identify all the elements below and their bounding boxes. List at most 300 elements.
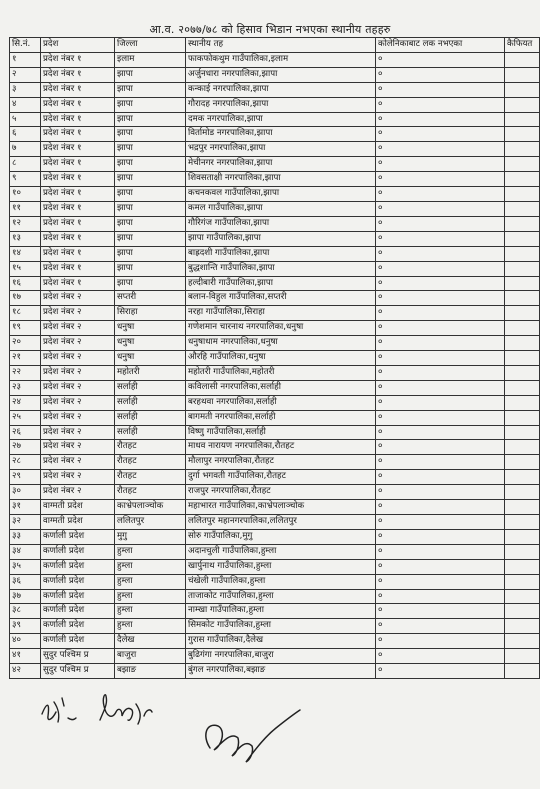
table-body [10, 52, 540, 678]
table-row [10, 246, 540, 261]
cell-remarks [505, 634, 540, 649]
cell-local-level: हल्दीबारी गाउँपालिका,झापा [186, 276, 376, 291]
cell-serial: १५ [10, 261, 41, 276]
cell-district: झापा [115, 172, 186, 187]
cell-local-level: विष्णु गाउँपालिका,सर्लाही [186, 425, 376, 440]
cell-serial: २४ [10, 395, 41, 410]
cell-not-locked: ० [376, 455, 505, 470]
cell-remarks [505, 425, 540, 440]
cell-serial: २ [10, 67, 41, 82]
cell-serial: २१ [10, 351, 41, 366]
cell-local-level: गौरिगंज गाउँपालिका,झापा [186, 216, 376, 231]
cell-local-level: मेचीनगर नगरपालिका,झापा [186, 157, 376, 172]
cell-province: प्रदेश नंबर २ [41, 351, 115, 366]
signature-2 [96, 690, 156, 730]
table-row [10, 127, 540, 142]
table-row [10, 634, 540, 649]
cell-district: हुम्ला [115, 544, 186, 559]
cell-district: हुम्ला [115, 574, 186, 589]
col-header-local-level: स्थानीय तह [186, 38, 376, 53]
cell-district: झापा [115, 231, 186, 246]
cell-district: झापा [115, 112, 186, 127]
cell-serial: २५ [10, 410, 41, 425]
cell-remarks [505, 544, 540, 559]
cell-remarks [505, 261, 540, 276]
cell-serial: ४० [10, 634, 41, 649]
cell-remarks [505, 664, 540, 679]
cell-local-level: ताजाकोट गाउँपालिका,हुम्ला [186, 589, 376, 604]
cell-serial: २२ [10, 365, 41, 380]
cell-district: झापा [115, 127, 186, 142]
cell-remarks [505, 574, 540, 589]
cell-not-locked: ० [376, 187, 505, 202]
cell-local-level: नाम्खा गाउँपालिका,हुम्ला [186, 604, 376, 619]
cell-not-locked: ० [376, 365, 505, 380]
cell-local-level: औरहि गाउँपालिका,धनुषा [186, 351, 376, 366]
cell-province: प्रदेश नंबर १ [41, 127, 115, 142]
cell-district: ललितपुर [115, 515, 186, 530]
cell-local-level: गौरादह नगरपालिका,झापा [186, 97, 376, 112]
table-row [10, 664, 540, 679]
cell-local-level: चंखेली गाउँपालिका,हुम्ला [186, 574, 376, 589]
cell-serial: १६ [10, 276, 41, 291]
cell-district: हुम्ला [115, 604, 186, 619]
cell-serial: ५ [10, 112, 41, 127]
cell-not-locked: ० [376, 336, 505, 351]
cell-local-level: माधव नारायण नगरपालिका,रौतहट [186, 440, 376, 455]
cell-province: प्रदेश नंबर १ [41, 201, 115, 216]
cell-serial: ३ [10, 82, 41, 97]
cell-remarks [505, 529, 540, 544]
cell-serial: ३६ [10, 574, 41, 589]
cell-district: झापा [115, 142, 186, 157]
cell-local-level: फाकफोकथुम गाउँपालिका,इलाम [186, 52, 376, 67]
cell-serial: २६ [10, 425, 41, 440]
page-title: आ.व. २०७७/७८ को हिसाव भिडान नभएका स्थानीय तहहरु [149, 23, 391, 36]
cell-province: प्रदेश नंबर २ [41, 410, 115, 425]
cell-district: हुम्ला [115, 619, 186, 634]
cell-remarks [505, 306, 540, 321]
cell-serial: १७ [10, 291, 41, 306]
cell-province: प्रदेश नंबर १ [41, 261, 115, 276]
cell-province: प्रदेश नंबर १ [41, 97, 115, 112]
cell-province: प्रदेश नंबर १ [41, 216, 115, 231]
table-row [10, 142, 540, 157]
cell-local-level: सिमकोट गाउँपालिका,हुम्ला [186, 619, 376, 634]
cell-district: झापा [115, 187, 186, 202]
cell-not-locked: ० [376, 574, 505, 589]
cell-not-locked: ० [376, 52, 505, 67]
table-row [10, 82, 540, 97]
cell-province: कर्णाली प्रदेश [41, 619, 115, 634]
cell-remarks [505, 351, 540, 366]
cell-not-locked: ० [376, 395, 505, 410]
cell-province: प्रदेश नंबर १ [41, 276, 115, 291]
table-row [10, 604, 540, 619]
cell-province: प्रदेश नंबर २ [41, 306, 115, 321]
cell-serial: ३४ [10, 544, 41, 559]
cell-district: धनुषा [115, 336, 186, 351]
cell-remarks [505, 380, 540, 395]
cell-province: प्रदेश नंबर १ [41, 246, 115, 261]
cell-province: प्रदेश नंबर १ [41, 187, 115, 202]
cell-district: रौतहट [115, 455, 186, 470]
cell-remarks [505, 97, 540, 112]
table-row [10, 589, 540, 604]
cell-local-level: बुंगल नगरपालिका,बझाङ [186, 664, 376, 679]
col-header-province: प्रदेश [41, 38, 115, 53]
cell-remarks [505, 604, 540, 619]
cell-local-level: मौलापुर नगरपालिका,रौतहट [186, 455, 376, 470]
cell-not-locked: ० [376, 649, 505, 664]
cell-remarks [505, 67, 540, 82]
cell-not-locked: ० [376, 306, 505, 321]
cell-not-locked: ० [376, 127, 505, 142]
cell-local-level: बुद्धशान्ति गाउँपालिका,झापा [186, 261, 376, 276]
cell-not-locked: ० [376, 201, 505, 216]
cell-not-locked: ० [376, 261, 505, 276]
cell-serial: ३९ [10, 619, 41, 634]
cell-not-locked: ० [376, 529, 505, 544]
cell-serial: ३३ [10, 529, 41, 544]
cell-serial: १९ [10, 321, 41, 336]
cell-province: कर्णाली प्रदेश [41, 559, 115, 574]
cell-serial: ३२ [10, 515, 41, 530]
cell-district: झापा [115, 97, 186, 112]
cell-serial: ३७ [10, 589, 41, 604]
cell-serial: १४ [10, 246, 41, 261]
cell-local-level: राजपुर नगरपालिका,रौतहट [186, 485, 376, 500]
cell-district: रौतहट [115, 470, 186, 485]
table-row [10, 410, 540, 425]
cell-province: प्रदेश नंबर १ [41, 67, 115, 82]
cell-remarks [505, 291, 540, 306]
cell-province: सुदुर पश्चिम प्र [41, 649, 115, 664]
cell-province: सुदुर पश्चिम प्र [41, 664, 115, 679]
cell-province: प्रदेश नंबर २ [41, 321, 115, 336]
signature-1 [38, 690, 78, 732]
cell-not-locked: ० [376, 515, 505, 530]
cell-remarks [505, 231, 540, 246]
cell-serial: १३ [10, 231, 41, 246]
cell-remarks [505, 589, 540, 604]
cell-serial: ८ [10, 157, 41, 172]
table-row [10, 276, 540, 291]
cell-serial: २० [10, 336, 41, 351]
cell-not-locked: ० [376, 410, 505, 425]
cell-local-level: कचनकवल गाउँपालिका,झापा [186, 187, 376, 202]
cell-serial: २३ [10, 380, 41, 395]
table-row [10, 470, 540, 485]
cell-not-locked: ० [376, 351, 505, 366]
cell-local-level: भद्रपुर नगरपालिका,झापा [186, 142, 376, 157]
cell-serial: ३१ [10, 500, 41, 515]
table-row [10, 515, 540, 530]
table-row [10, 231, 540, 246]
cell-not-locked: ० [376, 112, 505, 127]
cell-district: झापा [115, 82, 186, 97]
cell-remarks [505, 515, 540, 530]
cell-local-level: बरहथवा नगरपालिका,सर्लाही [186, 395, 376, 410]
cell-district: धनुषा [115, 321, 186, 336]
cell-province: कर्णाली प्रदेश [41, 529, 115, 544]
cell-district: काभ्रेपलाञ्चोक [115, 500, 186, 515]
cell-district: सर्लाही [115, 425, 186, 440]
cell-remarks [505, 336, 540, 351]
cell-province: प्रदेश नंबर २ [41, 470, 115, 485]
cell-province: प्रदेश नंबर १ [41, 142, 115, 157]
col-header-serial: सि.नं. [10, 38, 41, 53]
cell-serial: ४१ [10, 649, 41, 664]
cell-not-locked: ० [376, 544, 505, 559]
cell-remarks [505, 276, 540, 291]
table-row [10, 216, 540, 231]
cell-remarks [505, 410, 540, 425]
cell-local-level: बलान-विहुल गाउँपालिका,सप्तरी [186, 291, 376, 306]
cell-not-locked: ० [376, 664, 505, 679]
cell-remarks [505, 365, 540, 380]
cell-remarks [505, 619, 540, 634]
cell-district: धनुषा [115, 351, 186, 366]
cell-province: प्रदेश नंबर २ [41, 440, 115, 455]
cell-serial: ३८ [10, 604, 41, 619]
table-row [10, 201, 540, 216]
cell-remarks [505, 172, 540, 187]
cell-not-locked: ० [376, 291, 505, 306]
table-row [10, 649, 540, 664]
cell-province: प्रदेश नंबर १ [41, 82, 115, 97]
table-row [10, 336, 540, 351]
table-row [10, 380, 540, 395]
cell-not-locked: ० [376, 216, 505, 231]
cell-serial: १२ [10, 216, 41, 231]
cell-not-locked: ० [376, 67, 505, 82]
cell-local-level: दुर्गा भगवती गाउँपालिका,रौतहट [186, 470, 376, 485]
table-row [10, 529, 540, 544]
cell-remarks [505, 440, 540, 455]
cell-province: वाग्मती प्रदेश [41, 500, 115, 515]
table-row [10, 544, 540, 559]
cell-district: हुम्ला [115, 589, 186, 604]
cell-local-level: ललितपुर महानगरपालिका,ललितपुर [186, 515, 376, 530]
table-row [10, 291, 540, 306]
cell-remarks [505, 157, 540, 172]
cell-not-locked: ० [376, 485, 505, 500]
cell-district: झापा [115, 216, 186, 231]
cell-not-locked: ० [376, 321, 505, 336]
cell-remarks [505, 127, 540, 142]
cell-local-level: गणेशमान चारनाथ नगरपालिका,धनुषा [186, 321, 376, 336]
cell-district: झापा [115, 246, 186, 261]
table-row [10, 365, 540, 380]
table-row [10, 261, 540, 276]
cell-not-locked: ० [376, 470, 505, 485]
col-header-remarks: कैफियत [505, 38, 540, 53]
cell-serial: २९ [10, 470, 41, 485]
cell-serial: ६ [10, 127, 41, 142]
table-row [10, 425, 540, 440]
cell-not-locked: ० [376, 157, 505, 172]
cell-remarks [505, 187, 540, 202]
cell-district: मुगु [115, 529, 186, 544]
cell-province: प्रदेश नंबर २ [41, 485, 115, 500]
cell-local-level: शिवसताक्षी नगरपालिका,झापा [186, 172, 376, 187]
cell-serial: ३० [10, 485, 41, 500]
cell-district: झापा [115, 261, 186, 276]
cell-district: सर्लाही [115, 380, 186, 395]
cell-not-locked: ० [376, 97, 505, 112]
table-row [10, 574, 540, 589]
cell-district: बझाङ [115, 664, 186, 679]
cell-district: रौतहट [115, 485, 186, 500]
cell-local-level: धनुषाधाम नगरपालिका,धनुषा [186, 336, 376, 351]
cell-local-level: बाह्रदशी गाउँपालिका,झापा [186, 246, 376, 261]
cell-province: प्रदेश नंबर २ [41, 395, 115, 410]
cell-remarks [505, 112, 540, 127]
cell-district: बाजुरा [115, 649, 186, 664]
table-row [10, 172, 540, 187]
table-row [10, 619, 540, 634]
cell-local-level: कमल गाउँपालिका,झापा [186, 201, 376, 216]
cell-local-level: अदानचुली गाउँपालिका,हुम्ला [186, 544, 376, 559]
cell-local-level: अर्जुनधारा नगरपालिका,झापा [186, 67, 376, 82]
cell-serial: ३५ [10, 559, 41, 574]
cell-not-locked: ० [376, 172, 505, 187]
cell-remarks [505, 559, 540, 574]
cell-province: वाग्मती प्रदेश [41, 515, 115, 530]
cell-province: प्रदेश नंबर १ [41, 172, 115, 187]
cell-district: रौतहट [115, 440, 186, 455]
cell-serial: १ [10, 52, 41, 67]
cell-local-level: कविलासी नगरपालिका,सर्लाही [186, 380, 376, 395]
cell-not-locked: ० [376, 559, 505, 574]
cell-district: झापा [115, 201, 186, 216]
cell-province: कर्णाली प्रदेश [41, 589, 115, 604]
cell-not-locked: ० [376, 425, 505, 440]
cell-local-level: महाभारत गाउँपालिका,काभ्रेपलाञ्चोक [186, 500, 376, 515]
cell-remarks [505, 201, 540, 216]
table-header-row [10, 38, 540, 53]
cell-serial: २८ [10, 455, 41, 470]
cell-local-level: कन्काई नगरपालिका,झापा [186, 82, 376, 97]
cell-local-level: महोतरी गाउँपालिका,महोतरी [186, 365, 376, 380]
cell-local-level: बागमती नगरपालिका,सर्लाही [186, 410, 376, 425]
cell-not-locked: ० [376, 380, 505, 395]
cell-serial: ११ [10, 201, 41, 216]
cell-remarks [505, 395, 540, 410]
cell-district: महोतरी [115, 365, 186, 380]
cell-not-locked: ० [376, 619, 505, 634]
table-row [10, 351, 540, 366]
cell-remarks [505, 455, 540, 470]
cell-serial: ७ [10, 142, 41, 157]
cell-remarks [505, 82, 540, 97]
cell-serial: ४ [10, 97, 41, 112]
cell-province: कर्णाली प्रदेश [41, 604, 115, 619]
cell-serial: ४२ [10, 664, 41, 679]
cell-local-level: दमक नगरपालिका,झापा [186, 112, 376, 127]
cell-district: इलाम [115, 52, 186, 67]
cell-district: हुम्ला [115, 559, 186, 574]
table-row [10, 321, 540, 336]
table-row [10, 440, 540, 455]
cell-province: प्रदेश नंबर १ [41, 157, 115, 172]
col-header-district: जिल्ला [115, 38, 186, 53]
cell-local-level: खार्पुनाथ गाउँपालिका,हुम्ला [186, 559, 376, 574]
table-row [10, 157, 540, 172]
table-row [10, 67, 540, 82]
cell-remarks [505, 321, 540, 336]
table-row [10, 187, 540, 202]
cell-province: कर्णाली प्रदेश [41, 634, 115, 649]
cell-not-locked: ० [376, 604, 505, 619]
cell-remarks [505, 500, 540, 515]
table-row [10, 112, 540, 127]
cell-province: प्रदेश नंबर २ [41, 425, 115, 440]
cell-remarks [505, 246, 540, 261]
cell-serial: १८ [10, 306, 41, 321]
cell-district: झापा [115, 157, 186, 172]
cell-local-level: विर्तामोड नगरपालिका,झापा [186, 127, 376, 142]
cell-remarks [505, 52, 540, 67]
table-row [10, 455, 540, 470]
cell-not-locked: ० [376, 276, 505, 291]
cell-district: सर्लाही [115, 410, 186, 425]
cell-local-level: गुरास गाउँपालिका,दैलेख [186, 634, 376, 649]
cell-province: प्रदेश नंबर २ [41, 455, 115, 470]
cell-not-locked: ० [376, 500, 505, 515]
cell-district: सिराहा [115, 306, 186, 321]
cell-not-locked: ० [376, 142, 505, 157]
cell-province: प्रदेश नंबर १ [41, 112, 115, 127]
cell-province: प्रदेश नंबर २ [41, 365, 115, 380]
cell-district: झापा [115, 276, 186, 291]
cell-not-locked: ० [376, 246, 505, 261]
cell-province: प्रदेश नंबर २ [41, 291, 115, 306]
cell-not-locked: ० [376, 634, 505, 649]
cell-not-locked: ० [376, 231, 505, 246]
cell-district: झापा [115, 67, 186, 82]
cell-not-locked: ० [376, 440, 505, 455]
col-header-not-locked: कोलेनिकाबाट लक नभएका [376, 38, 505, 53]
cell-district: सर्लाही [115, 395, 186, 410]
table-row [10, 500, 540, 515]
cell-remarks [505, 649, 540, 664]
cell-province: प्रदेश नंबर १ [41, 231, 115, 246]
cell-remarks [505, 216, 540, 231]
cell-province: कर्णाली प्रदेश [41, 544, 115, 559]
cell-local-level: बुढिगंगा नगरपालिका,बाजुरा [186, 649, 376, 664]
cell-not-locked: ० [376, 589, 505, 604]
signature-3 [196, 696, 306, 776]
table-row [10, 52, 540, 67]
cell-province: प्रदेश नंबर २ [41, 336, 115, 351]
cell-local-level: झापा गाउँपालिका,झापा [186, 231, 376, 246]
cell-serial: ९ [10, 172, 41, 187]
local-levels-table [9, 37, 540, 679]
cell-remarks [505, 485, 540, 500]
cell-province: प्रदेश नंबर २ [41, 380, 115, 395]
cell-local-level: नरहा गाउँपालिका,सिराहा [186, 306, 376, 321]
cell-local-level: सोरु गाउँपालिका,मुगु [186, 529, 376, 544]
cell-district: दैलेख [115, 634, 186, 649]
cell-serial: २७ [10, 440, 41, 455]
table-row [10, 97, 540, 112]
cell-district: सप्तरी [115, 291, 186, 306]
table-row [10, 395, 540, 410]
cell-remarks [505, 470, 540, 485]
table-row [10, 306, 540, 321]
